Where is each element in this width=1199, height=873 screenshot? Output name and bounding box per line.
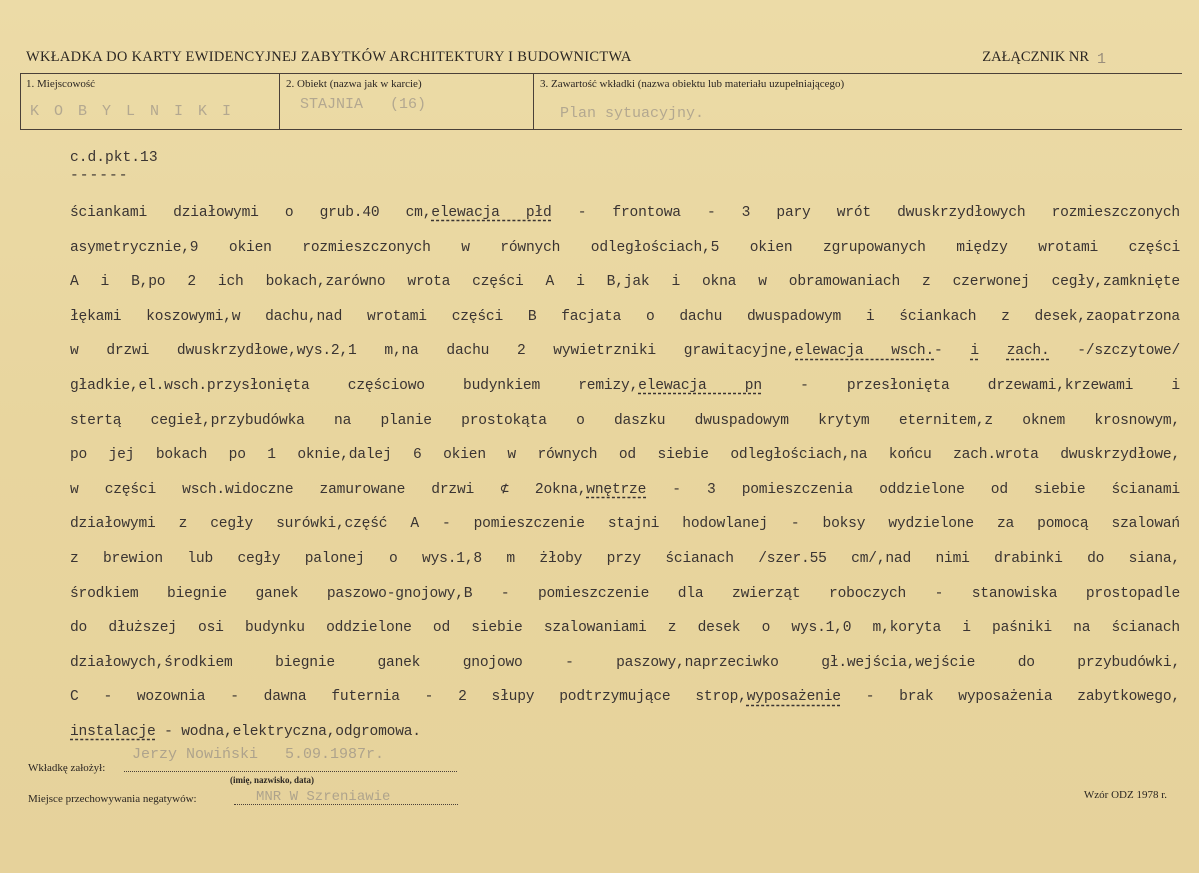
annex-label: ZAŁĄCZNIK NR (982, 49, 1089, 65)
underlined-term: elewacja pn (638, 377, 762, 394)
text-segment: stertą cegieł,przybudówka na planie prostokąta o daszku dwuspadowym krytym eternitem,z oknem krosnowym, (70, 412, 1180, 429)
text-line (70, 300, 1180, 335)
annex-number: 1 (1097, 51, 1107, 68)
text-line (70, 542, 1180, 577)
underlined-term: i (970, 343, 979, 360)
text-segment: C - wozownia - dawna futernia - 2 słupy podtrzymujące strop, (70, 689, 747, 706)
underlined-term: wnętrze (586, 481, 647, 498)
text-line (70, 507, 1180, 542)
text-segment: asymetrycznie,9 okien rozmieszczonych w równych odległościach,5 okien zgrupowanych między wrotami części (70, 239, 1180, 256)
text-segment: środkiem biegnie ganek paszowo-gnojowy,B - pomieszczenie dla zwierząt roboczych - stanowiska prostopadle (70, 585, 1180, 602)
text-segment: działowych,środkiem biegnie ganek gnojowo - paszowy,naprzeciwko gł.wejścia,wejście do przybudówki, (70, 654, 1180, 671)
contents-value: Plan sytuacyjny. (560, 105, 705, 122)
founder-label: Wkładkę założył: (28, 762, 106, 774)
header-bottom-rule (20, 129, 1182, 130)
text-segment: - (934, 343, 971, 360)
text-segment: - wodna,elektryczna,odgromowa. (155, 723, 421, 740)
text-segment: - brak wyposażenia zabytkowego, (840, 689, 1180, 706)
underlined-term: elewacja wsch. (795, 343, 935, 360)
continuation-heading-underline: ------ (70, 168, 129, 184)
locality-label: 1. Miejscowość (26, 78, 96, 90)
text-segment: ściankami działowymi o grub.40 cm, (70, 205, 432, 221)
object-value: STAJNIA (16) (300, 96, 427, 113)
underlined-term: elewacja płd (431, 205, 552, 221)
description-text (70, 196, 1180, 750)
header-top-rule (20, 73, 1182, 74)
text-line (70, 196, 1180, 231)
form-template-label: Wzór ODZ 1978 r. (1083, 789, 1167, 801)
text-line (70, 231, 1180, 266)
contents-label: 3. Zawartość wkładki (nazwa obiektu lub materiału uzupełniającego) (540, 78, 845, 90)
text-line (70, 611, 1180, 646)
text-line (70, 715, 1180, 750)
text-segment (979, 343, 1007, 359)
text-segment: - frontowa - 3 pary wrót dwuskrzydłowych rozmieszczonych (551, 205, 1180, 221)
text-line (70, 438, 1180, 473)
text-segment: - przesłonięta drzewami,krzewami i (761, 377, 1180, 394)
object-label: 2. Obiekt (nazwa jak w karcie) (286, 78, 422, 90)
text-segment: z brewion lub cegły palonej o wys.1,8 m żłoby przy ścianach /szer.55 cm/,nad nimi drabinki do siana, (70, 550, 1180, 567)
text-segment: gładkie,el.wsch.przysłonięta częściowo budynkiem remizy, (70, 377, 639, 394)
text-segment: działowymi z cegły surówki,część A - pomieszczenie stajni hodowlanej - boksy wydzielone za pomocą szalowań (70, 516, 1180, 533)
text-line (70, 404, 1180, 439)
underlined-term: instalacje (70, 723, 156, 740)
negatives-label: Miejsce przechowywania negatywów: (28, 793, 197, 805)
underlined-term: wyposażenie (746, 689, 841, 706)
form-title: WKŁADKA DO KARTY EWIDENCYJNEJ ZABYTKÓW ARCHITEKTURY I BUDOWNICTWA (26, 49, 632, 65)
text-line (70, 473, 1180, 508)
text-segment: łękami koszowymi,w dachu,nad wrotami części B facjata o dachu dwuspadowym i ściankach z desek,zaopatrzona (70, 308, 1180, 325)
text-segment: - 3 pomieszczenia oddzielone od siebie ścianami (646, 481, 1180, 498)
continuation-heading: c.d.pkt.13 (70, 150, 158, 166)
locality-value: K O B Y L N I K I (30, 103, 235, 120)
text-line (70, 369, 1180, 404)
text-line (70, 646, 1180, 681)
text-line (70, 680, 1180, 715)
text-segment: -/szczytowe/ (1049, 343, 1180, 360)
founder-caption: (imię, nazwisko, data) (230, 775, 314, 785)
header-divider-1 (279, 73, 280, 129)
text-line (70, 265, 1180, 300)
underlined-term: zach. (1006, 343, 1050, 360)
header-divider-2 (533, 73, 534, 129)
text-segment: do dłuższej osi budynku oddzielone od siebie szalowaniami z desek o wys.1,0 m,koryta i paśniki na ścianach (70, 620, 1180, 637)
founder-line (124, 770, 457, 772)
text-line (70, 334, 1180, 369)
text-segment: w części wsch.widoczne zamurowane drzwi ⊄ 2okna, (70, 481, 587, 498)
negatives-value: MNR W Szreniawie (256, 789, 391, 805)
text-segment: A i B,po 2 ich bokach,zarówno wrota części A i B,jak i okna w obramowaniach z czerwonej cegły,zamknięte (70, 274, 1180, 291)
founder-value: Jerzy Nowiński 5.09.1987r. (132, 746, 385, 763)
text-segment: w drzwi dwuskrzydłowe,wys.2,1 m,na dachu 2 wywietrzniki grawitacyjne, (70, 343, 796, 360)
text-line (70, 577, 1180, 612)
text-segment: po jej bokach po 1 oknie,dalej 6 okien w równych od siebie odległościach,na końcu zach.wrota dwuskrzydłowe, (70, 447, 1180, 464)
header-left-border (20, 73, 21, 129)
